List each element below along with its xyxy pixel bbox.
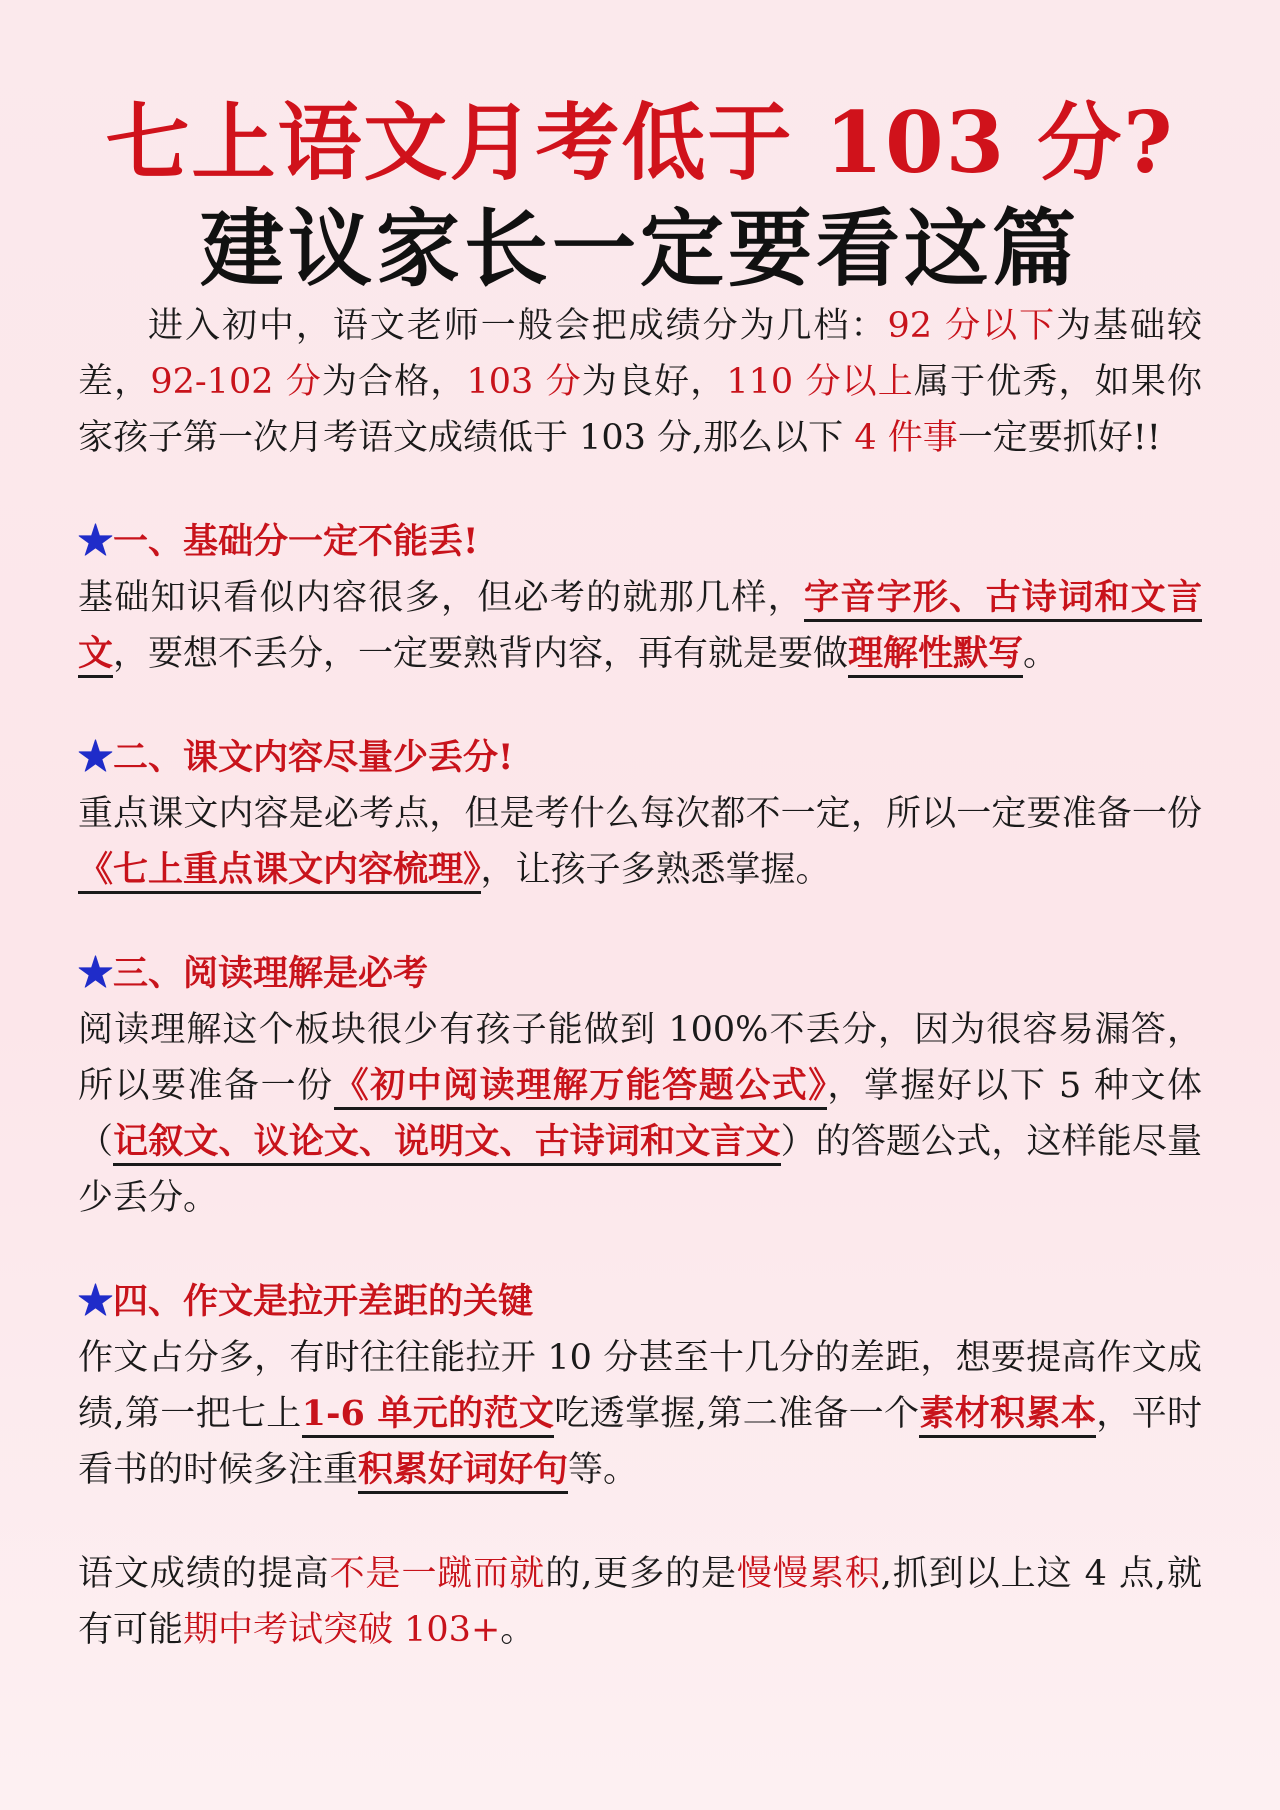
star-icon: ★ <box>78 521 114 562</box>
intro-text: 一定要抓好!! <box>957 418 1161 458</box>
title-line-1: 七上语文月考低于 103 分? <box>105 93 1175 192</box>
body-text: 吃透掌握,第二准备一个 <box>554 1394 920 1434</box>
intro-text: 进入初中，语文老师一般会把成绩分为几档： <box>148 306 888 346</box>
highlight-text: 积累好词好句 <box>358 1449 568 1494</box>
body-text: 基础知识看似内容很多，但必考的就那几样， <box>78 578 804 618</box>
red-text: 期中考试突破 103+ <box>183 1610 501 1650</box>
star-icon: ★ <box>78 1281 114 1322</box>
section-heading <box>78 730 1202 786</box>
body-text: ，要想不丢分，一定要熟背内容，再有就是要做 <box>113 634 849 674</box>
section-title: 四、作文是拉开差距的关键 <box>113 1281 534 1322</box>
section-2 <box>78 730 1202 898</box>
section-heading <box>78 514 1202 570</box>
intro-paragraph <box>78 298 1202 466</box>
body-text: ，掌握好以下 5 种文体（ <box>78 1066 1202 1162</box>
body-text: 等。 <box>568 1450 639 1490</box>
highlight-text: 记叙文、议论文、说明文、古诗词和文言文 <box>113 1121 780 1166</box>
section-paragraph <box>78 1002 1202 1226</box>
intro-text: 为基础较差， <box>78 306 1202 402</box>
section-title: 三、阅读理解是必考 <box>113 953 429 994</box>
section-1 <box>78 514 1202 682</box>
article-body <box>78 298 1202 1658</box>
body-text: ，让孩子多熟悉掌握。 <box>480 850 831 890</box>
red-text: 不是一蹴而就 <box>329 1554 546 1594</box>
body-text: 作文占分多，有时往往能拉开 10 分甚至十几分的差距，想要提高作文成绩,第一把七上 <box>78 1338 1202 1434</box>
body-text: ,抓到以上这 4 点,就有可能 <box>78 1554 1202 1650</box>
section-heading <box>78 1274 1202 1330</box>
highlight-text: 理解性默写 <box>848 633 1023 678</box>
highlight-text: 1-6 单元的范文 <box>302 1393 555 1438</box>
title-line-2: 建议家长一定要看这篇 <box>199 199 1080 298</box>
highlight-text: 字音字形、古诗词和文言文 <box>78 577 1202 678</box>
section-3 <box>78 946 1202 1226</box>
section-title: 二、课文内容尽量少丢分! <box>113 737 514 778</box>
body-text: 。 <box>500 1610 536 1650</box>
grade-excellent: 110 分以上 <box>726 362 914 402</box>
intro-text: 为良好， <box>581 362 727 402</box>
star-icon: ★ <box>78 737 114 778</box>
grade-good: 103 分 <box>466 362 582 402</box>
body-text: 重点课文内容是必考点，但是考什么每次都不一定，所以一定要准备一份 <box>78 794 1202 834</box>
body-text: 语文成绩的提高 <box>78 1554 330 1594</box>
body-text: 的,更多的是 <box>545 1554 738 1594</box>
section-paragraph <box>78 570 1202 682</box>
section-paragraph <box>78 1330 1202 1498</box>
section-title: 一、基础分一定不能丢! <box>113 521 479 562</box>
intro-text: 属于优秀，如果你家孩子第一次月考语文成绩低于 103 分,那么以下 <box>78 362 1202 458</box>
grade-basic: 92 分以下 <box>887 306 1057 346</box>
section-heading <box>78 946 1202 1002</box>
body-text: ，平时看书的时候多注重 <box>78 1394 1202 1490</box>
body-text: 阅读理解这个板块很少有孩子能做到 100%不丢分，因为很容易漏答，所以要准备一份 <box>78 1010 1202 1106</box>
body-text: 。 <box>1023 634 1059 674</box>
red-text: 慢慢累积 <box>737 1554 881 1594</box>
grade-pass: 92-102 分 <box>150 362 322 402</box>
highlight-text: 《七上重点课文内容梳理》 <box>78 849 481 894</box>
closing-paragraph <box>78 1546 1202 1658</box>
star-icon: ★ <box>78 953 114 994</box>
section-paragraph <box>78 786 1202 898</box>
four-things: 4 件事 <box>854 418 958 458</box>
highlight-text: 《初中阅读理解万能答题公式》 <box>334 1065 828 1110</box>
intro-text: 为合格， <box>321 362 467 402</box>
section-4 <box>78 1274 1202 1498</box>
highlight-text: 素材积累本 <box>919 1393 1096 1438</box>
body-text: ）的答题公式，这样能尽量少丢分。 <box>78 1122 1202 1218</box>
